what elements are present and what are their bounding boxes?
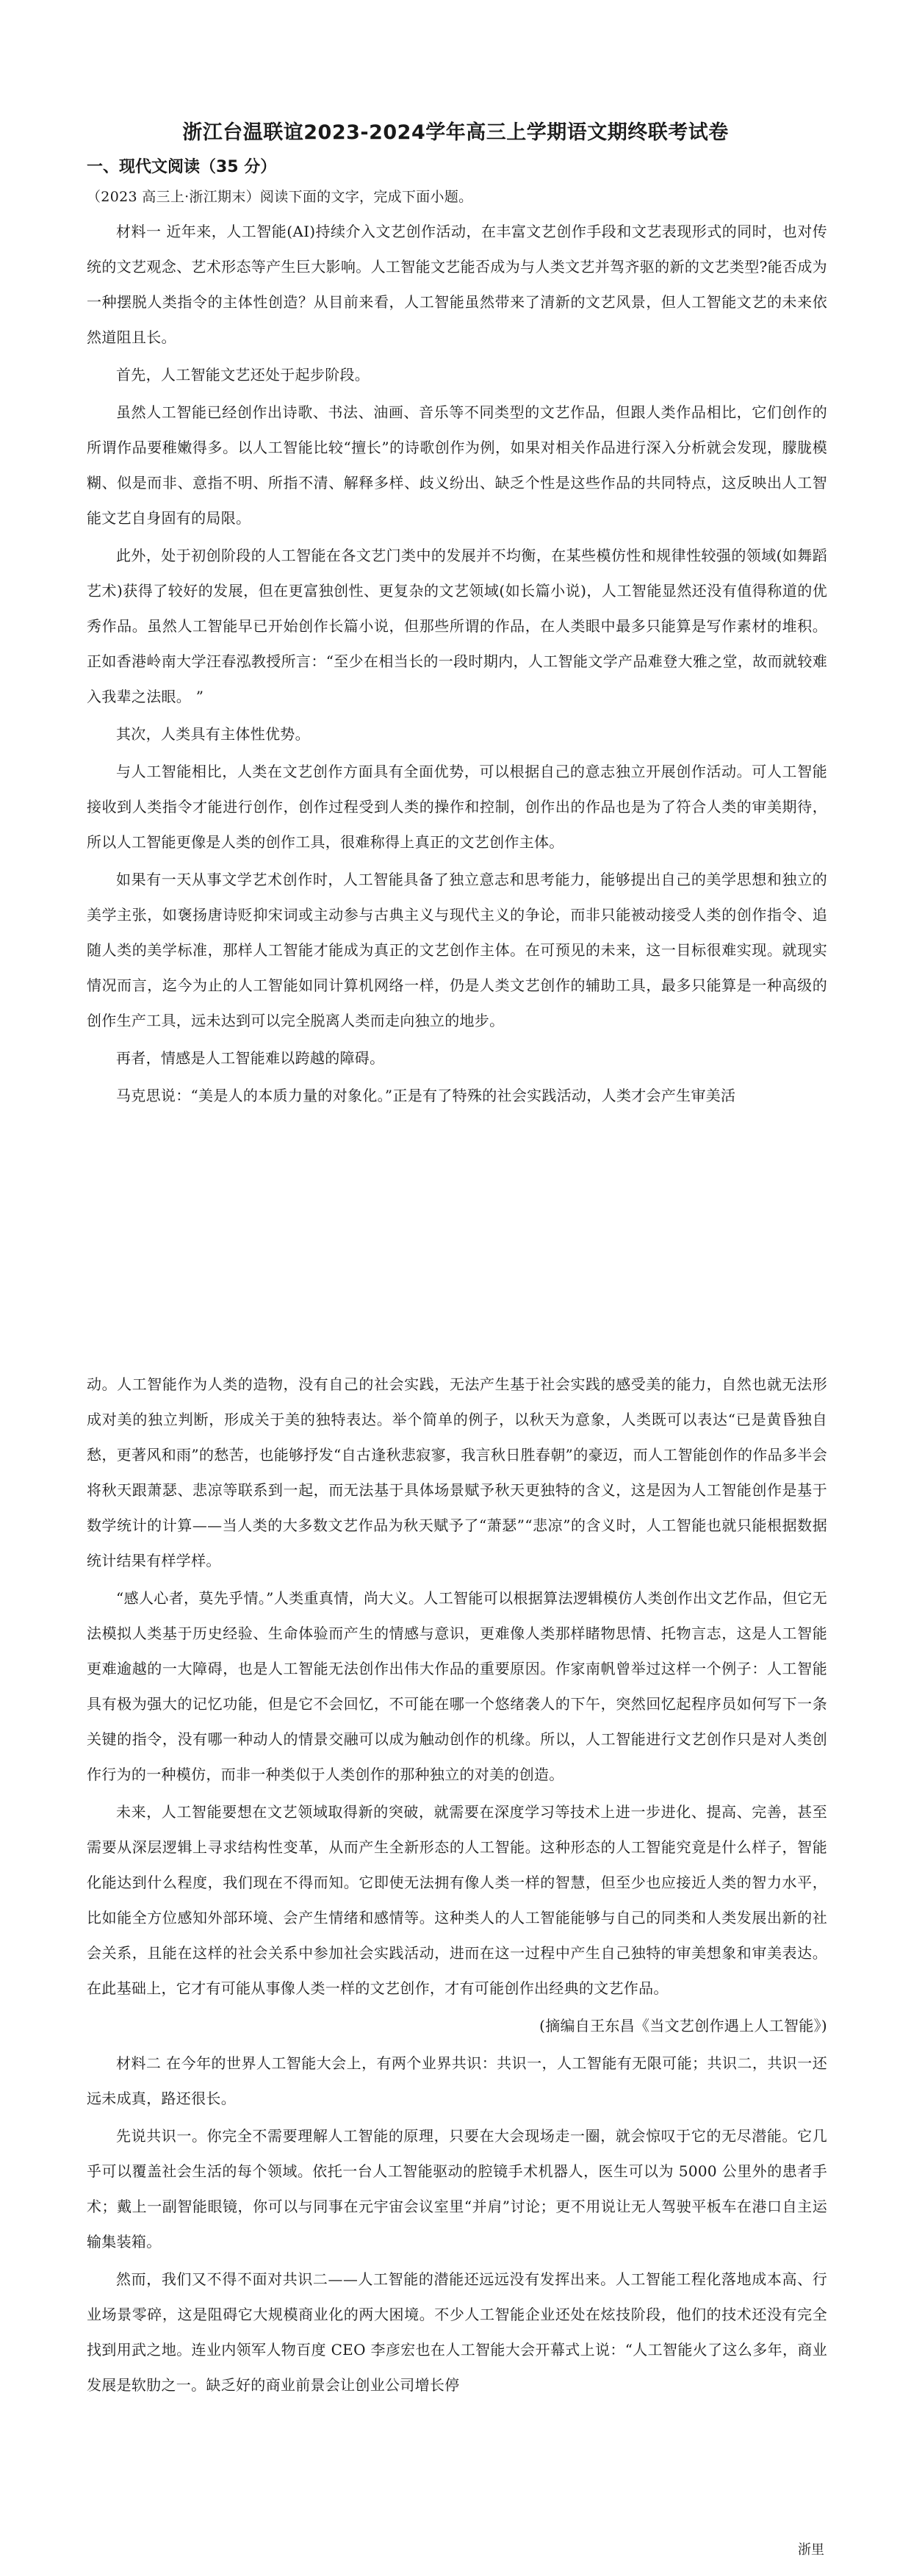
passage-paragraph: 先说共识一。你完全不需要理解人工智能的原理，只要在大会现场走一圈，就会惊叹于它的无尽潜能。它几乎可以覆盖社会生活的每个领域。依托一台人工智能驱动的腔镜手术机器人，医生可以为 5000 公里外的患者手术；戴上一副智能眼镜，你可以与同事在元宇宙会议室里“并肩”讨论；更不用说让无人驾驶平板车在港口自主运输集装箱。: [87, 2127, 827, 2251]
passage-paragraph: 马克思说：“美是人的本质力量的对象化。”正是有了特殊的社会实践活动，人类才会产生审美活: [116, 1087, 736, 1104]
passage-paragraph: 然而，我们又不得不面对共识二——人工智能的潜能还远远没有发挥出来。人工智能工程化落地成本高、行业场景零碎，这是阻碍它大规模商业化的两大困境。不少人工智能企业还处在炫技阶段，他们的技术还没有完全找到用武之地。连业内领军人物百度 CEO 李彦宏也在人工智能大会开幕式上说：“人工智能火了这么多年，商业发展是软肋之一。缺乏好的商业前景会让创业公司增长停: [87, 2270, 827, 2394]
passage-source: (摘编自王东昌《当文艺创作遇上人工智能》): [539, 2017, 827, 2034]
exam-title: 浙江台温联谊2023-2024学年高三上学期语文期终联考试卷: [182, 121, 729, 144]
passage-paragraph: 材料一 近年来，人工智能(AI)持续介入文艺创作活动，在丰富文艺创作手段和文艺表现形式的同时，也对传统的文艺观念、艺术形态等产生巨大影响。人工智能文艺能否成为与人类文艺并驾齐驱的新的文艺类型?能否成为一种摆脱人类指令的主体性创造？从目前来看，人工智能虽然带来了清新的文艺风景，但人工智能文艺的未来依然道阻且长。: [87, 223, 827, 346]
passage-paragraph: “感人心者，莫先乎情。”人类重真情，尚大义。人工智能可以根据算法逻辑模仿人类创作出文艺作品，但它无法模拟人类基于历史经验、生命体验而产生的情感与意识，更难像人类那样睹物思情、托物言志，这是人工智能更难逾越的一大障碍，也是人工智能无法创作出伟大作品的重要原因。作家南帆曾举过这样一个例子：人工智能具有极为强大的记忆功能，但是它不会回忆，不可能在哪一个悠绪袭人的下午，突然回忆起程序员如何写下一条关键的指令，没有哪一种动人的情景交融可以成为触动创作的机缘。所以，人工智能进行文艺创作只是对人类创作行为的一种模仿，而非一种类似于人类创作的那种独立的对美的创造。: [87, 1589, 827, 1783]
passage-paragraph: 此外，处于初创阶段的人工智能在各文艺门类中的发展并不均衡，在某些模仿性和规律性较强的领域(如舞蹈艺术)获得了较好的发展，但在更富独创性、更复杂的文艺领域(如长篇小说)，人工智能显然还没有值得称道的优秀作品。虽然人工智能早已开始创作长篇小说，但那些所谓的作品，在人类眼中最多只能算是写作素材的堆积。正如香港岭南大学汪春泓教授所言：“至少在相当长的一段时期内，人工智能文学产品难登大雅之堂，故而就较难入我辈之法眼。 ”: [87, 547, 827, 705]
passage-paragraph: 其次，人类具有主体性优势。: [116, 725, 310, 743]
passage-paragraph: 与人工智能相比，人类在文艺创作方面具有全面优势，可以根据自己的意志独立开展创作活动。可人工智能接收到人类指令才能进行创作，创作过程受到人类的操作和控制，创作出的作品也是为了符合人类的审美期待，所以人工智能更像是人类的创作工具，很难称得上真正的文艺创作主体。: [87, 763, 827, 851]
section-heading: 一、现代文阅读（35 分）: [87, 158, 277, 176]
passage-instruction: （2023 高三上·浙江期末）阅读下面的文字，完成下面小题。: [87, 189, 473, 205]
passage-paragraph: 如果有一天从事文学艺术创作时，人工智能具备了独立意志和思考能力，能够提出自己的美学思想和独立的美学主张，如褒扬唐诗贬抑宋词或主动参与古典主义与现代主义的争论，而非只能被动接受人类的创作指令、追随人类的美学标准，那样人工智能才能成为真正的文艺创作主体。在可预见的未来，这一目标很难实现。就现实情况而言，迄今为止的人工智能如同计算机网络一样，仍是人类文艺创作的辅助工具，最多只能算是一种高级的创作生产工具，远未达到可以完全脱离人类而走向独立的地步。: [87, 871, 827, 1029]
passage-paragraph: 首先，人工智能文艺还处于起步阶段。: [116, 366, 370, 384]
page-footer-mark: 浙里: [798, 2542, 824, 2558]
reading-passage-part1: [87, 182, 827, 1115]
reading-passage-part2: [87, 1367, 827, 2405]
passage-paragraph: 材料二 在今年的世界人工智能大会上，有两个业界共识：共识一，人工智能有无限可能；共识二，共识一还远未成真，路还很长。: [87, 2054, 827, 2107]
passage-paragraph: 动。人工智能作为人类的造物，没有自己的社会实践，无法产生基于社会实践的感受美的能力，自然也就无法形成对美的独立判断，形成关于美的独特表达。举个简单的例子，以秋天为意象，人类既可以表达“已是黄昏独自愁，更著风和雨”的愁苦，也能够抒发“自古逢秋悲寂寥，我言秋日胜春朝”的豪迈，而人工智能创作的作品多半会将秋天跟萧瑟、悲凉等联系到一起，而无法基于具体场景赋予秋天更独特的含义，这是因为人工智能创作是基于数学统计的计算——当人类的大多数文艺作品为秋天赋予了“萧瑟”“悲凉”的含义时，人工智能也就只能根据数据统计结果有样学样。: [87, 1375, 827, 1569]
passage-paragraph: 未来，人工智能要想在文艺领域取得新的突破，就需要在深度学习等技术上进一步进化、提高、完善，甚至需要从深层逻辑上寻求结构性变革，从而产生全新形态的人工智能。这种形态的人工智能究竟是什么样子，智能化能达到什么程度，我们现在不得而知。它即使无法拥有像人类一样的智慧，但至少也应接近人类的智力水平，比如能全方位感知外部环境、会产生情绪和感情等。这种类人的人工智能能够与自己的同类和人类发展出新的社会关系，且能在这样的社会关系中参加社会实践活动，进而在这一过程中产生自己独特的审美想象和审美表达。在此基础上，它才有可能从事像人类一样的文艺创作，才有可能创作出经典的文艺作品。: [87, 1803, 827, 1997]
passage-paragraph: 再者，情感是人工智能难以跨越的障碍。: [116, 1049, 385, 1067]
passage-paragraph: 虽然人工智能已经创作出诗歌、书法、油画、音乐等不同类型的文艺作品，但跟人类作品相比，它们创作的所谓作品要稚嫩得多。以人工智能比较“擅长”的诗歌创作为例，如果对相关作品进行深入分析就会发现，朦胧模糊、似是而非、意指不明、所指不清、解释多样、歧义纷出、缺乏个性是这些作品的共同特点，这反映出人工智能文艺自身固有的局限。: [87, 403, 827, 527]
